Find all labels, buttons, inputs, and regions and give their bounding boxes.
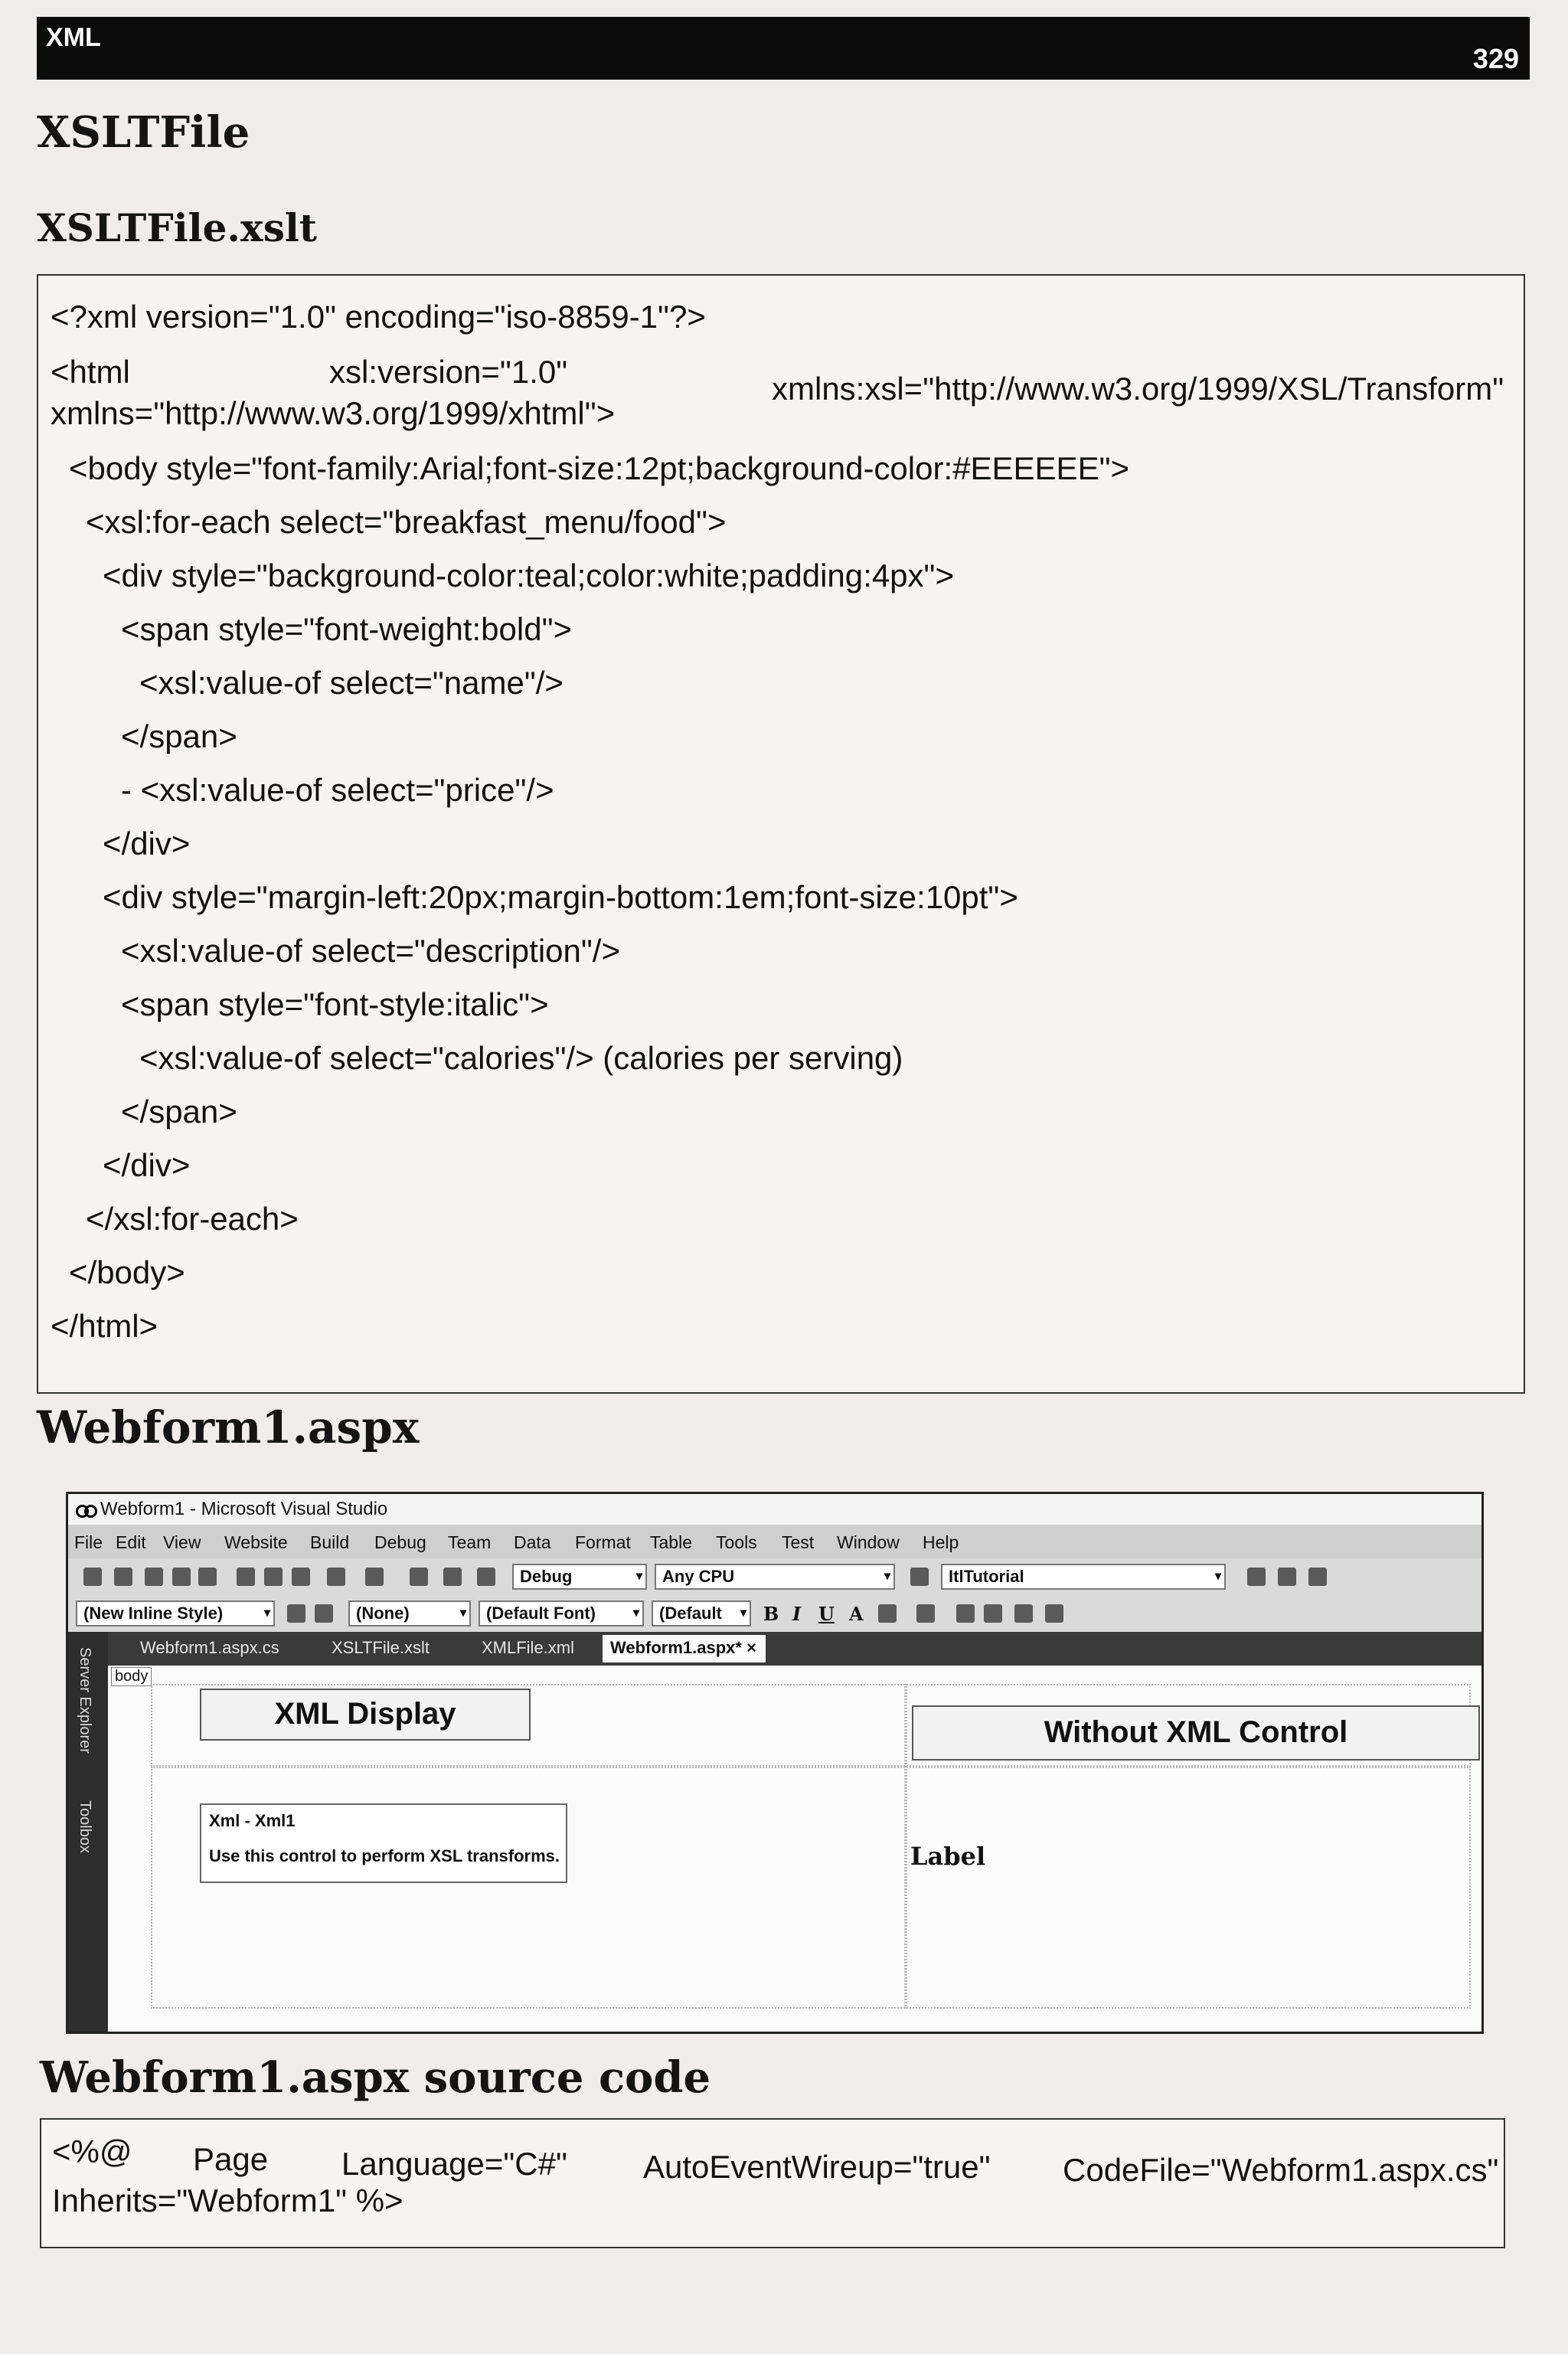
tab-webform-aspx[interactable] xyxy=(603,1635,766,1663)
menu-table[interactable]: Table xyxy=(650,1532,692,1552)
standard-toolbar xyxy=(68,1558,1481,1596)
solution-config-value: Debug xyxy=(520,1567,573,1586)
redo-icon[interactable] xyxy=(365,1568,384,1586)
menu-team[interactable]: Team xyxy=(448,1532,492,1552)
menu-test[interactable]: Test xyxy=(782,1532,815,1552)
body-tag: body xyxy=(111,1667,152,1686)
save-icon[interactable] xyxy=(172,1568,191,1586)
navigate-forward-icon[interactable] xyxy=(443,1568,462,1586)
row-divider xyxy=(151,1765,1471,1768)
tab-webform-aspx-label: Webform1.aspx* xyxy=(610,1638,742,1657)
code-line: </div> xyxy=(103,1147,191,1183)
server-explorer-tab[interactable]: Server Explorer xyxy=(77,1647,93,1754)
formatting-toolbar xyxy=(68,1595,1481,1633)
navigate-backward-icon[interactable] xyxy=(410,1568,428,1586)
code-line: xmlns="http://www.w3.org/1999/xhtml"> xyxy=(51,395,616,431)
properties-icon[interactable] xyxy=(1278,1568,1296,1586)
xml-control-title: Xml - Xml1 xyxy=(209,1811,296,1830)
chevron-down-icon: ▾ xyxy=(632,1607,639,1620)
chevron-down-icon: ▾ xyxy=(884,1570,890,1583)
chevron-down-icon: ▾ xyxy=(263,1607,270,1620)
hyperlink-icon[interactable] xyxy=(1014,1604,1033,1623)
paste-icon[interactable] xyxy=(292,1568,310,1586)
visual-studio-logo-icon xyxy=(76,1505,94,1515)
menu-help[interactable]: Help xyxy=(923,1532,959,1552)
solution-explorer-icon[interactable] xyxy=(1247,1568,1266,1586)
code-token: Page xyxy=(193,2141,269,2177)
vs-menu-bar xyxy=(68,1525,1481,1559)
block-format-dropdown[interactable] xyxy=(348,1600,471,1627)
without-xml-control-button[interactable]: Without XML Control xyxy=(912,1705,1480,1761)
code-line: <xsl:for-each select="breakfast_menu/food"> xyxy=(86,504,727,540)
new-project-icon[interactable] xyxy=(83,1568,102,1586)
section-title-webform: Webform1.aspx xyxy=(37,1401,420,1453)
platform-dropdown[interactable] xyxy=(655,1564,895,1590)
xml-control-description: Use this control to perform XSL transforms. xyxy=(209,1846,560,1865)
menu-debug[interactable]: Debug xyxy=(374,1532,426,1552)
font-size-dropdown[interactable] xyxy=(652,1600,751,1627)
menu-view[interactable]: View xyxy=(163,1532,201,1552)
platform-value: Any CPU xyxy=(662,1567,735,1586)
save-all-icon[interactable] xyxy=(198,1568,217,1586)
code-token: CodeFile="Webform1.aspx.cs" xyxy=(1063,2152,1499,2188)
chevron-down-icon: ▾ xyxy=(459,1607,466,1620)
menu-data[interactable]: Data xyxy=(514,1532,551,1552)
target-rule-icon[interactable] xyxy=(315,1604,333,1623)
code-line: <body style="font-family:Arial;font-size:12pt;background-color:#EEEEEE"> xyxy=(69,450,1130,486)
project-dropdown[interactable] xyxy=(941,1564,1226,1590)
code-line: </span> xyxy=(121,718,237,754)
font-value: (Default Font) xyxy=(486,1604,596,1623)
code-token: <%@ xyxy=(52,2133,132,2169)
underline-button[interactable]: U xyxy=(818,1603,835,1625)
font-dropdown[interactable] xyxy=(479,1600,644,1627)
numbered-list-icon[interactable] xyxy=(956,1604,975,1623)
font-size-value: (Default xyxy=(659,1604,722,1623)
code-line: <div style="margin-left:20px;margin-bottom:1em;font-size:10pt"> xyxy=(103,879,1018,915)
code-line: xmlns:xsl="http://www.w3.org/1999/XSL/Transform" xyxy=(772,371,1504,407)
chevron-down-icon: ▾ xyxy=(635,1570,642,1583)
code-line: <html xyxy=(51,354,130,390)
foreground-color-button[interactable]: A xyxy=(849,1603,864,1625)
undo-icon[interactable] xyxy=(327,1568,345,1586)
code-line: <?xml version="1.0" encoding="iso-8859-1"?> xyxy=(51,299,706,335)
code-line: </html> xyxy=(51,1308,158,1344)
code-line: <xsl:value-of select="description"/> xyxy=(121,933,620,969)
code-line: </div> xyxy=(103,826,191,861)
open-file-icon[interactable] xyxy=(145,1568,163,1586)
code-line: Inherits="Webform1" %> xyxy=(52,2182,403,2218)
vs-window-title: Webform1 - Microsoft Visual Studio xyxy=(100,1499,388,1519)
tab-xslt-file[interactable]: XSLTFile.xslt xyxy=(332,1638,430,1657)
code-line: </body> xyxy=(69,1254,185,1290)
code-line: <span style="font-weight:bold"> xyxy=(121,611,573,647)
add-item-icon[interactable] xyxy=(114,1568,132,1586)
copy-icon[interactable] xyxy=(264,1568,283,1586)
justify-icon[interactable] xyxy=(916,1604,935,1623)
cut-icon[interactable] xyxy=(237,1568,255,1586)
highlight-icon[interactable] xyxy=(878,1604,897,1623)
menu-edit[interactable]: Edit xyxy=(116,1532,146,1552)
label-control[interactable]: Label xyxy=(910,1842,986,1871)
source-code-box xyxy=(40,2118,1505,2248)
bulleted-list-icon[interactable] xyxy=(984,1604,1002,1623)
section-title-xsltfile: XSLTFile xyxy=(37,107,250,158)
menu-build[interactable]: Build xyxy=(310,1532,350,1552)
side-panel xyxy=(68,1632,108,2032)
menu-website[interactable]: Website xyxy=(224,1532,288,1552)
design-surface xyxy=(108,1666,1481,2032)
section-title-source-code: Webform1.aspx source code xyxy=(40,2052,711,2103)
menu-window[interactable]: Window xyxy=(837,1532,900,1552)
toolbox-tab[interactable]: Toolbox xyxy=(77,1800,93,1853)
style-app-icon[interactable] xyxy=(287,1604,305,1623)
code-line: xsl:version="1.0" xyxy=(329,354,568,390)
style-value: (New Inline Style) xyxy=(83,1604,224,1623)
bold-button[interactable]: B xyxy=(763,1603,779,1625)
italic-button[interactable]: I xyxy=(792,1603,802,1625)
start-debugging-icon[interactable] xyxy=(477,1568,495,1586)
tab-webform-cs[interactable]: Webform1.aspx.cs xyxy=(140,1638,279,1657)
menu-format[interactable]: Format xyxy=(575,1532,631,1552)
code-line: <xsl:value-of select="calories"/> (calories per serving) xyxy=(139,1040,903,1076)
menu-tools[interactable]: Tools xyxy=(716,1532,757,1552)
menu-file[interactable]: File xyxy=(74,1532,103,1552)
bookmark-icon[interactable] xyxy=(1045,1604,1063,1623)
code-line: </xsl:for-each> xyxy=(86,1201,299,1237)
xml-display-button[interactable]: XML Display xyxy=(200,1689,531,1741)
xslt-code-box xyxy=(37,274,1525,1394)
xml-control[interactable] xyxy=(200,1803,567,1883)
document-tabs xyxy=(108,1632,1481,1666)
block-format-value: (None) xyxy=(356,1604,410,1623)
chevron-down-icon: ▾ xyxy=(1214,1570,1221,1583)
column-divider xyxy=(904,1684,907,2009)
code-line: - <xsl:value-of select="price"/> xyxy=(121,772,554,808)
page-number: 329 xyxy=(1472,43,1519,74)
chevron-down-icon: ▾ xyxy=(740,1607,746,1620)
vs-title-bar xyxy=(68,1494,1481,1525)
section-subtitle-xslt: XSLTFile.xslt xyxy=(37,205,317,250)
solution-config-dropdown[interactable] xyxy=(512,1564,647,1590)
visual-studio-screenshot xyxy=(66,1492,1484,2034)
code-token: AutoEventWireup="true" xyxy=(643,2149,991,2185)
code-line: </span> xyxy=(121,1094,237,1130)
code-token: Language="C#" xyxy=(341,2146,567,2182)
code-line: <div style="background-color:teal;color:white;padding:4px"> xyxy=(103,557,954,593)
code-line: <span style="font-style:italic"> xyxy=(121,986,549,1022)
tab-xml-file[interactable]: XMLFile.xml xyxy=(482,1638,575,1657)
close-icon[interactable]: × xyxy=(746,1638,756,1657)
code-line: <xsl:value-of select="name"/> xyxy=(139,665,564,701)
running-header xyxy=(37,17,1530,80)
project-value: ItlTutorial xyxy=(949,1567,1024,1586)
find-icon[interactable] xyxy=(910,1568,929,1586)
style-dropdown[interactable] xyxy=(76,1600,275,1627)
toolbox-icon[interactable] xyxy=(1308,1568,1327,1586)
chapter-label: XML xyxy=(46,23,101,52)
